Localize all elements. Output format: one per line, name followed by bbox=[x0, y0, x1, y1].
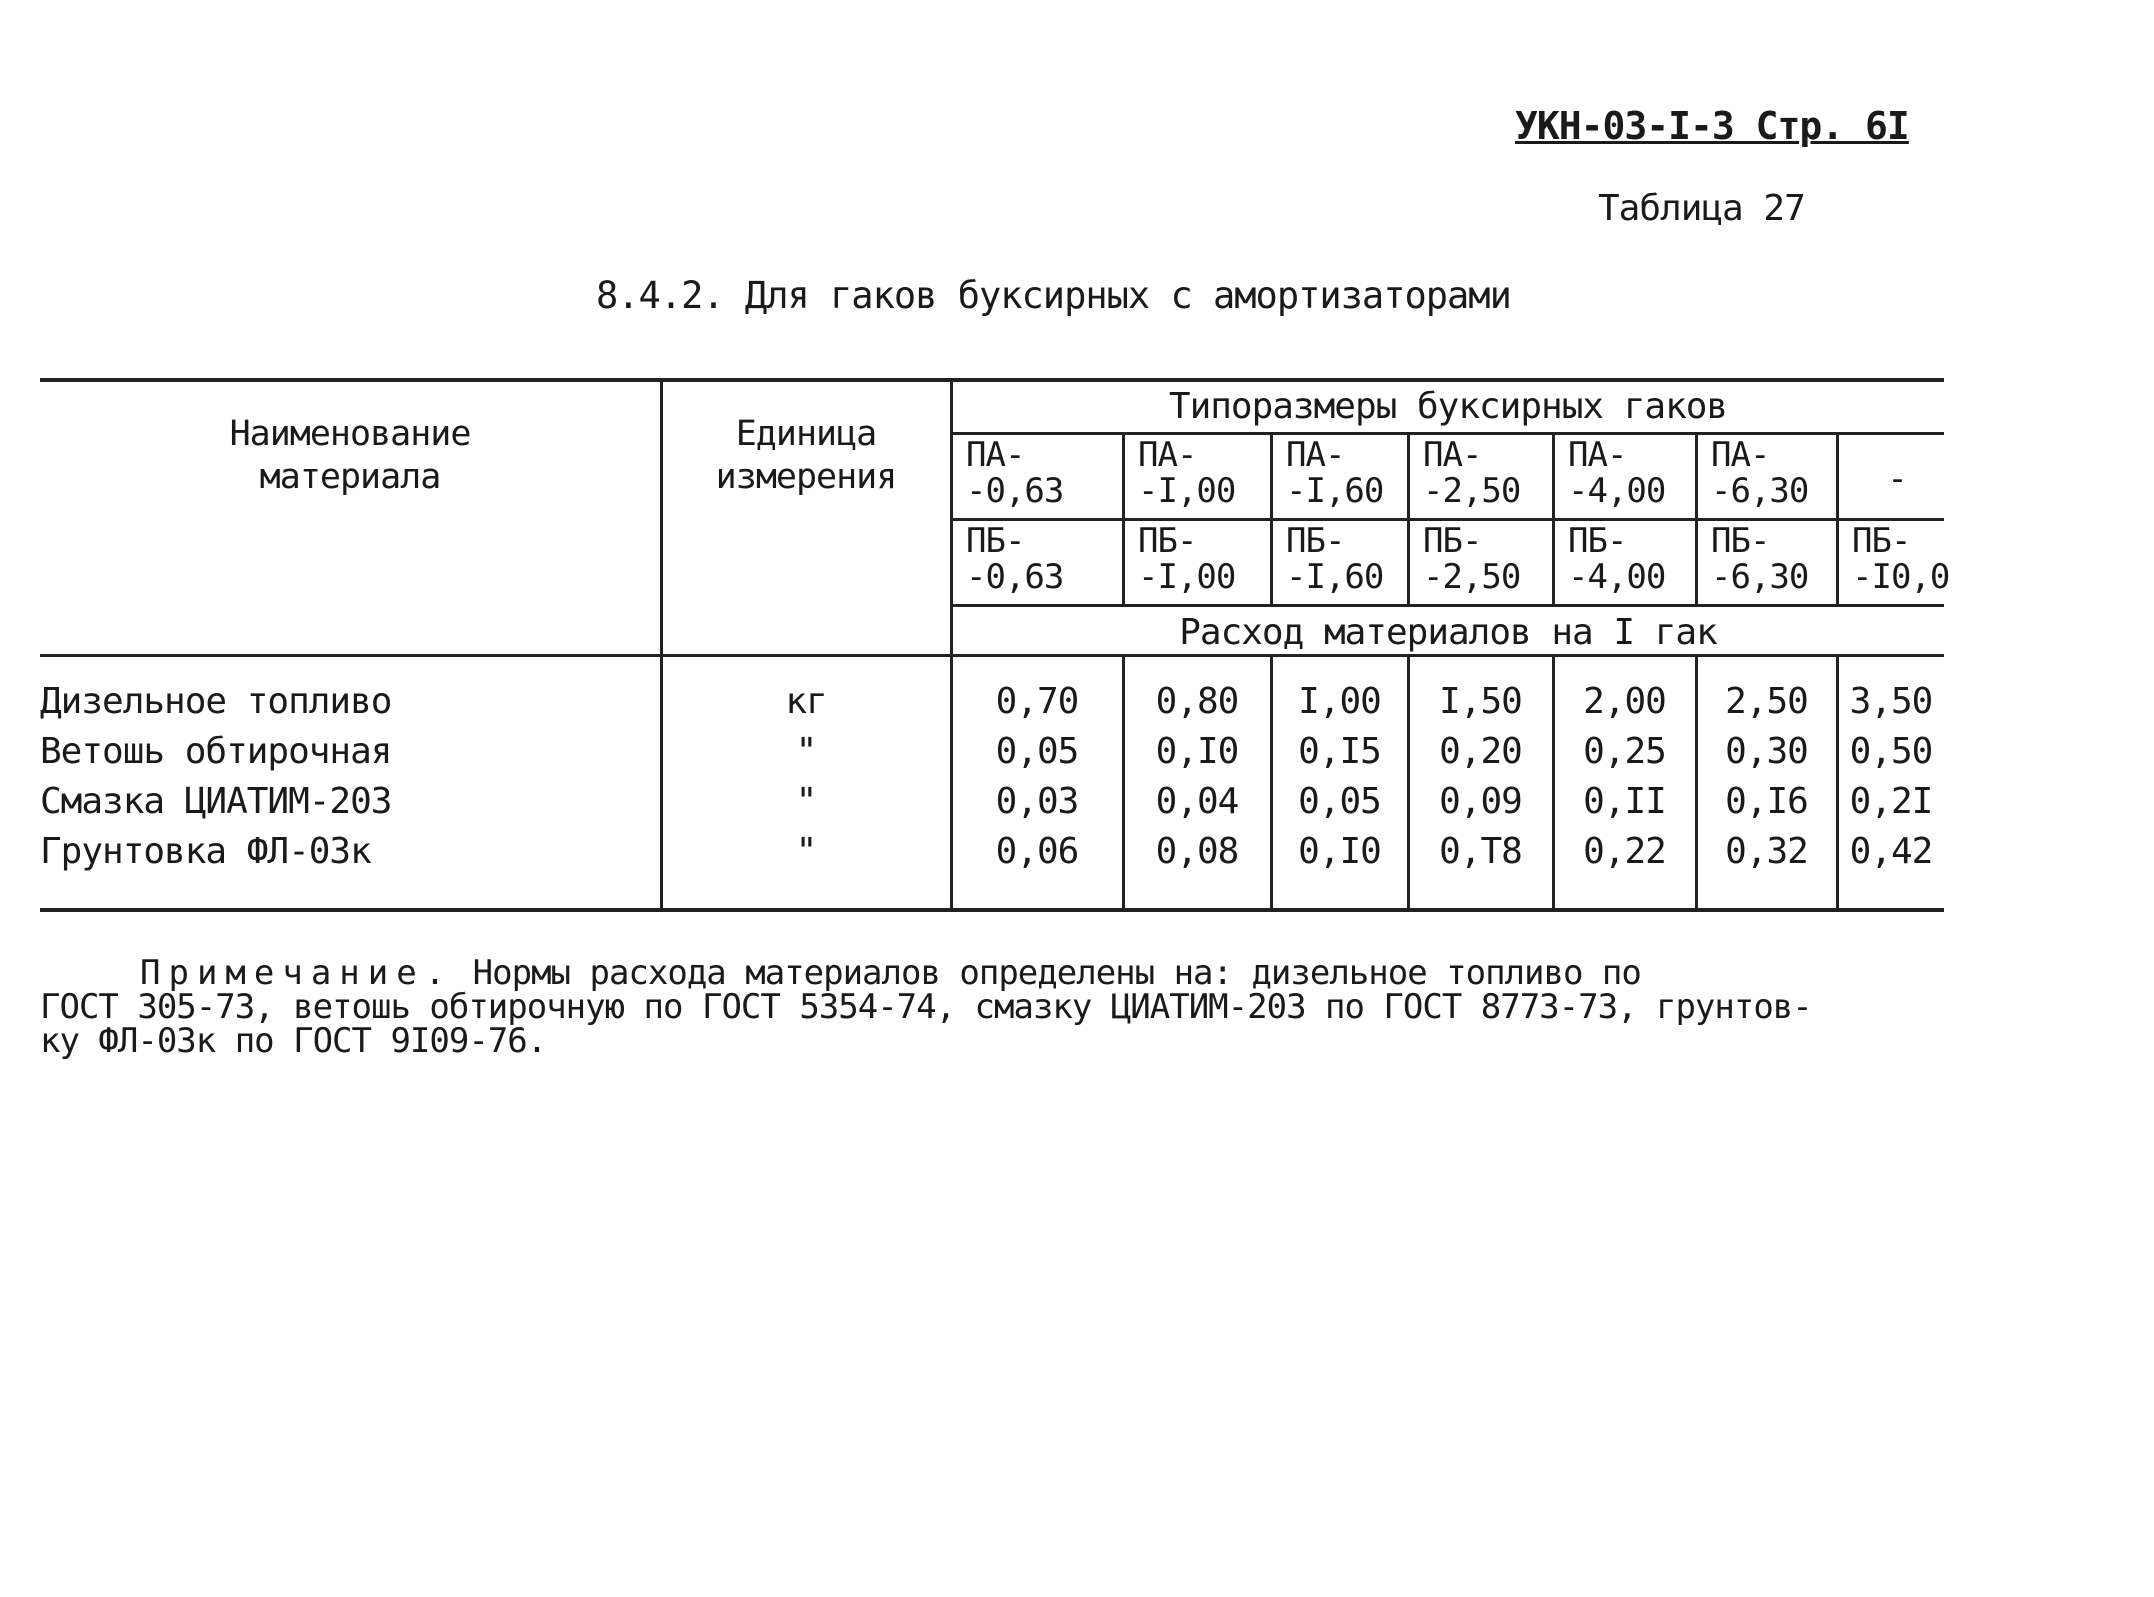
note bbox=[40, 953, 1920, 1061]
row-value: 0,30 bbox=[1725, 731, 1808, 772]
pb-size-value: -I,60 bbox=[1286, 556, 1384, 597]
row-value: 0,50 bbox=[1849, 731, 1933, 772]
pb-size-prefix: ПБ- bbox=[1286, 521, 1345, 561]
pa-size-prefix: ПА- bbox=[1138, 435, 1197, 475]
row-value: 0,I0 bbox=[1298, 831, 1381, 872]
col-divider-3 bbox=[1407, 432, 1410, 604]
pb-size-cell bbox=[1423, 521, 1550, 597]
row-value: 0,42 bbox=[1849, 831, 1933, 872]
col-divider-2 bbox=[1270, 432, 1273, 604]
row-value: 0,06 bbox=[995, 831, 1079, 872]
pb-size-value: -0,63 bbox=[966, 556, 1064, 597]
row-value: 0,I6 bbox=[1725, 781, 1808, 822]
pb-size-cell bbox=[1286, 521, 1405, 597]
row-unit: " bbox=[795, 731, 817, 772]
pa-size-value: -I,60 bbox=[1286, 470, 1384, 511]
table-bottom-rule bbox=[40, 908, 1944, 912]
row-value: 0,I5 bbox=[1298, 731, 1381, 772]
header-sizes-group: Типоразмеры буксирных гаков bbox=[1168, 386, 1728, 427]
row-value: 0,T8 bbox=[1439, 831, 1522, 872]
row-value: 0,08 bbox=[1155, 831, 1239, 872]
pb-size-cell bbox=[966, 521, 1120, 597]
row-unit: кг bbox=[785, 681, 827, 722]
row-value: 0,25 bbox=[1583, 731, 1666, 772]
pb-size-prefix: ПБ- bbox=[1711, 521, 1770, 561]
pb-row-rule bbox=[950, 604, 1944, 607]
section-title: 8.4.2. Для гаков буксирных с амортизаторами bbox=[596, 274, 1511, 317]
pb-size-cell bbox=[1568, 521, 1693, 597]
note-line-1 bbox=[40, 953, 1920, 993]
col-divider-4 bbox=[1552, 432, 1555, 604]
page-header: УКН-03-I-3 Стр. 6I bbox=[1515, 104, 1909, 148]
row-value: 3,50 bbox=[1849, 681, 1933, 722]
pa-size-prefix: ПА- bbox=[966, 435, 1025, 475]
row-value: 0,70 bbox=[995, 681, 1079, 722]
pb-size-cell bbox=[1711, 521, 1834, 597]
row-value: 0,03 bbox=[995, 781, 1079, 822]
pb-size-value: -I0,0 bbox=[1852, 556, 1950, 597]
pa-size-cell bbox=[966, 435, 1120, 511]
row-material: Смазка ЦИАТИМ-203 bbox=[40, 781, 392, 822]
pa-size-cell bbox=[1138, 435, 1268, 511]
pa-size-cell bbox=[1423, 435, 1550, 511]
header-unit bbox=[662, 416, 950, 496]
row-value: I,50 bbox=[1439, 681, 1522, 722]
col-divider-1 bbox=[1122, 432, 1125, 604]
pb-size-value: -4,00 bbox=[1568, 556, 1666, 597]
row-value: 0,I0 bbox=[1155, 731, 1239, 772]
row-value: 0,32 bbox=[1725, 831, 1808, 872]
row-value: 0,2I bbox=[1849, 781, 1933, 822]
header-material-line2: материала bbox=[259, 456, 441, 497]
header-material bbox=[40, 416, 660, 496]
col-divider-5 bbox=[1695, 432, 1698, 604]
pa-size-prefix: ПА- bbox=[1711, 435, 1770, 475]
col-divider-6 bbox=[1836, 432, 1839, 604]
row-material: Грунтовка ФЛ-03к bbox=[40, 831, 371, 872]
table-number: Таблица 27 bbox=[1598, 188, 1805, 229]
row-value: 0,05 bbox=[995, 731, 1079, 772]
row-unit: " bbox=[795, 781, 817, 822]
pb-size-prefix: ПБ- bbox=[966, 521, 1025, 561]
row-value: 0,80 bbox=[1155, 681, 1239, 722]
pa-size-cell bbox=[1286, 435, 1405, 511]
pb-size-prefix: ПБ- bbox=[1138, 521, 1197, 561]
row-value: I,00 bbox=[1298, 681, 1381, 722]
pb-size-prefix: ПБ- bbox=[1568, 521, 1627, 561]
row-material: Ветошь обтирочная bbox=[40, 731, 392, 772]
pb-size-value: -2,50 bbox=[1423, 556, 1521, 597]
row-value: 2,00 bbox=[1583, 681, 1666, 722]
pb-size-cell bbox=[1852, 521, 1950, 597]
pb-size-prefix: ПБ- bbox=[1852, 521, 1911, 561]
row-value: 0,09 bbox=[1439, 781, 1522, 822]
pa-size-cell bbox=[1568, 435, 1693, 511]
row-value: 0,II bbox=[1583, 781, 1666, 822]
note-line-2: ГОСТ 305-73, ветошь обтирочную по ГОСТ 5354-74, смазку ЦИАТИМ-203 по ГОСТ 8773-73, грунтов- bbox=[40, 987, 1812, 1027]
header-bottom-rule bbox=[40, 654, 1944, 657]
row-value: 0,05 bbox=[1298, 781, 1381, 822]
pa-size-value: - bbox=[1887, 459, 1907, 499]
row-material: Дизельное топливо bbox=[40, 681, 392, 722]
header-unit-line1: Единица bbox=[735, 414, 877, 454]
note-text-1: Нормы расхода материалов определены на: дизельное топливо по bbox=[472, 953, 1641, 993]
note-label: Примечание. bbox=[140, 953, 454, 993]
header-material-line1: Наименование bbox=[229, 414, 471, 454]
pb-size-value: -I,00 bbox=[1138, 556, 1236, 597]
pa-size-prefix: ПА- bbox=[1423, 435, 1482, 475]
header-unit-line2: измерения bbox=[715, 456, 897, 497]
pb-size-cell bbox=[1138, 521, 1268, 597]
pb-size-prefix: ПБ- bbox=[1423, 521, 1482, 561]
pa-size-prefix: ПА- bbox=[1286, 435, 1345, 475]
pa-size-value: -I,00 bbox=[1138, 470, 1236, 511]
pa-size-value: -2,50 bbox=[1423, 470, 1521, 511]
row-value: 0,04 bbox=[1155, 781, 1239, 822]
row-unit: " bbox=[795, 831, 817, 872]
materials-table bbox=[40, 378, 1950, 911]
pa-size-cell bbox=[1852, 438, 1942, 498]
pa-size-value: -0,63 bbox=[966, 470, 1064, 511]
pb-size-value: -6,30 bbox=[1711, 556, 1809, 597]
pa-size-prefix: ПА- bbox=[1568, 435, 1627, 475]
row-value: 2,50 bbox=[1725, 681, 1808, 722]
note-line-3: ку ФЛ-03к по ГОСТ 9I09-76. bbox=[40, 1021, 547, 1061]
pa-size-value: -6,30 bbox=[1711, 470, 1809, 511]
row-value: 0,20 bbox=[1439, 731, 1522, 772]
table-top-rule bbox=[40, 378, 1944, 382]
header-consumption: Расход материалов на I гак bbox=[1179, 612, 1717, 653]
pa-size-cell bbox=[1711, 435, 1834, 511]
row-value: 0,22 bbox=[1583, 831, 1666, 872]
pa-size-value: -4,00 bbox=[1568, 470, 1666, 511]
